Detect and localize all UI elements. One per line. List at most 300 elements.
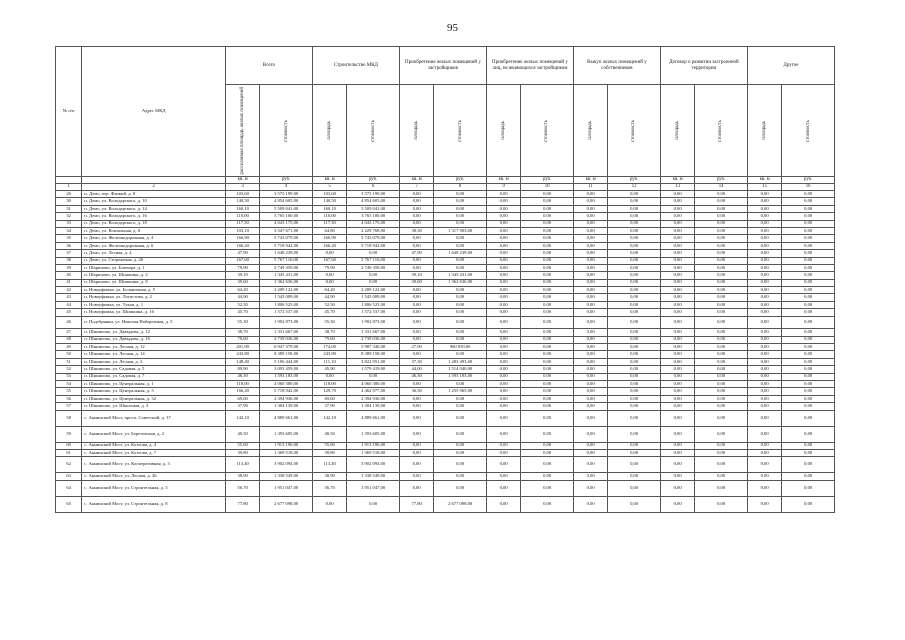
row-value: 4 889 661,00 xyxy=(347,410,400,426)
row-value: 0,00 xyxy=(399,336,433,343)
row-value: 0,00 xyxy=(573,496,607,512)
row-value: 0,00 xyxy=(660,351,694,358)
row-value: 0,00 xyxy=(747,294,781,301)
row-value: 0,00 xyxy=(573,403,607,410)
row-value: 0,00 xyxy=(521,403,574,410)
row-value: 0,00 xyxy=(521,426,574,442)
row-value: 38,90 xyxy=(312,473,346,480)
row-value: 0,00 xyxy=(695,358,748,365)
row-value: 0,00 xyxy=(747,457,781,473)
row-value: 0,00 xyxy=(660,272,694,279)
row-value: 0,00 xyxy=(747,380,781,387)
row-value: 0,00 xyxy=(573,329,607,336)
row-number: 54 xyxy=(56,380,82,387)
row-value: 0,00 xyxy=(782,480,835,496)
row-value: 0,00 xyxy=(521,373,574,380)
row-value: 0,00 xyxy=(747,473,781,480)
units-cell: руб. xyxy=(347,177,400,184)
table-row xyxy=(56,358,835,365)
group-header: Договор о развитии застроенной территории xyxy=(660,47,747,85)
row-value: 160,10 xyxy=(312,205,346,212)
row-value: 0,00 xyxy=(782,344,835,351)
sub-header-cell xyxy=(608,85,661,177)
sub-header-label: площадь xyxy=(500,121,506,140)
row-value: 0,00 xyxy=(312,250,346,257)
row-value: 0,00 xyxy=(660,250,694,257)
row-value: 0,00 xyxy=(486,449,520,456)
row-value: 0,00 xyxy=(782,373,835,380)
row-value: 1 338 549,00 xyxy=(260,473,313,480)
row-value: 39,10 xyxy=(399,272,433,279)
row-value: 1 572 537,00 xyxy=(347,309,400,316)
row-value: 5 743 079,00 xyxy=(260,235,313,242)
row-value: 0,00 xyxy=(573,336,607,343)
row-value: 64,80 xyxy=(312,227,346,234)
row-address: п. Демо, пер. Физкий, д. 8 xyxy=(82,191,226,198)
row-value: 0,00 xyxy=(695,205,748,212)
row-value: 0,00 xyxy=(573,257,607,264)
table-row xyxy=(56,395,835,402)
row-value: 0,00 xyxy=(747,205,781,212)
row-value: 0,00 xyxy=(660,480,694,496)
row-value: 0,00 xyxy=(660,380,694,387)
row-value: 39,60 xyxy=(399,279,433,286)
row-value: 0,00 xyxy=(521,358,574,365)
row-value: 6 947 379,00 xyxy=(260,344,313,351)
row-value: 44,00 xyxy=(399,366,433,373)
row-value: 0,00 xyxy=(312,279,346,286)
row-value: 4 854 605,00 xyxy=(260,198,313,205)
row-value: 0,00 xyxy=(782,198,835,205)
row-value: 113,40 xyxy=(312,457,346,473)
row-value: 0,00 xyxy=(747,449,781,456)
row-value: 0,00 xyxy=(747,309,781,316)
row-number: 49 xyxy=(56,344,82,351)
row-value: 0,00 xyxy=(399,351,433,358)
row-value: 0,00 xyxy=(660,395,694,402)
row-value: 0,00 xyxy=(695,336,748,343)
row-value: 27,90 xyxy=(399,344,433,351)
row-value: 0,00 xyxy=(486,264,520,271)
row-value: 0,00 xyxy=(782,205,835,212)
row-value: 0,00 xyxy=(782,235,835,242)
sub-header-cell xyxy=(347,85,400,177)
row-value: 0,00 xyxy=(521,220,574,227)
row-value: 0,00 xyxy=(399,205,433,212)
row-value: 0,00 xyxy=(695,366,748,373)
row-value: 5 718 942,00 xyxy=(260,242,313,249)
row-value: 0,00 xyxy=(573,250,607,257)
row-value: 4 060 380,00 xyxy=(347,380,400,387)
row-value: 0,00 xyxy=(521,301,574,308)
row-value: 39,80 xyxy=(312,449,346,456)
row-value: 0,00 xyxy=(608,344,661,351)
row-value: 0,00 xyxy=(573,205,607,212)
row-value: 2 749 359,00 xyxy=(260,264,313,271)
row-value: 0,00 xyxy=(573,279,607,286)
row-number: 64 xyxy=(56,480,82,496)
row-value: 1 579 419,00 xyxy=(347,366,400,373)
row-value: 0,00 xyxy=(347,250,400,257)
row-value: 0,00 xyxy=(486,287,520,294)
row-value: 1 304 139,00 xyxy=(347,403,400,410)
units-cell: кв. м xyxy=(660,177,694,184)
row-value: 0,00 xyxy=(521,242,574,249)
sub-header-cell xyxy=(399,85,433,177)
row-value: 3 575 199,00 xyxy=(347,191,400,198)
row-value: 69,60 xyxy=(312,395,346,402)
row-value: 1 951 047,00 xyxy=(347,480,400,496)
sub-header-cell xyxy=(521,85,574,177)
row-value: 0,00 xyxy=(660,373,694,380)
table-row xyxy=(56,473,835,480)
row-value: 0,00 xyxy=(434,449,487,456)
units-cell-empty xyxy=(82,177,226,184)
sub-header-cell xyxy=(260,85,313,177)
row-value: 0,00 xyxy=(782,264,835,271)
row-value: 0,00 xyxy=(521,351,574,358)
row-value: 0,00 xyxy=(747,373,781,380)
row-value: 0,00 xyxy=(521,235,574,242)
row-value: 0,00 xyxy=(486,473,520,480)
row-value: 0,00 xyxy=(608,235,661,242)
row-value: 89,90 xyxy=(225,366,259,373)
row-address: п. Новоуфимка, ул. Больничная, д. 5 xyxy=(82,287,226,294)
row-value: 1 913 196,00 xyxy=(260,442,313,449)
row-value: 0,00 xyxy=(486,242,520,249)
row-value: 0,00 xyxy=(486,496,520,512)
row-value: 0,00 xyxy=(434,395,487,402)
row-value: 0,00 xyxy=(434,264,487,271)
table-row xyxy=(56,220,835,227)
row-value: 0,00 xyxy=(312,373,346,380)
row-value: 0,00 xyxy=(695,235,748,242)
row-value: 0,00 xyxy=(608,358,661,365)
row-value: 0,00 xyxy=(660,220,694,227)
units-cell: кв. м xyxy=(399,177,433,184)
row-value: 79,90 xyxy=(225,264,259,271)
row-value: 0,00 xyxy=(695,220,748,227)
row-value: 167,60 xyxy=(225,257,259,264)
row-value: 0,00 xyxy=(486,380,520,387)
row-address: п. Шарипово, ул. Шишкина, д. 2 xyxy=(82,272,226,279)
row-value: 47,90 xyxy=(399,250,433,257)
row-number: 31 xyxy=(56,205,82,212)
row-value: 0,00 xyxy=(608,279,661,286)
column-number-cell: 2 xyxy=(82,184,226,191)
group-header-row xyxy=(56,47,835,85)
row-value: 103,60 xyxy=(312,191,346,198)
row-value: 52,50 xyxy=(312,301,346,308)
row-number: 35 xyxy=(56,235,82,242)
units-cell: руб. xyxy=(695,177,748,184)
row-number: 59 xyxy=(56,426,82,442)
row-value: 0,00 xyxy=(434,336,487,343)
row-value: 0,00 xyxy=(521,309,574,316)
row-value: 1 902 873,00 xyxy=(260,316,313,329)
row-value: 0,00 xyxy=(399,380,433,387)
row-value: 56,70 xyxy=(225,480,259,496)
row-value: 39,10 xyxy=(225,272,259,279)
row-value: 166,20 xyxy=(225,242,259,249)
row-value: 1 283 493,00 xyxy=(434,358,487,365)
row-value: 0,00 xyxy=(782,250,835,257)
row-value: 0,00 xyxy=(747,198,781,205)
row-value: 0,00 xyxy=(695,426,748,442)
row-value: 0,00 xyxy=(695,449,748,456)
row-value: 0,00 xyxy=(608,227,661,234)
row-value: 0,00 xyxy=(434,191,487,198)
row-value: 3 765 100,00 xyxy=(260,213,313,220)
row-value: 79,60 xyxy=(225,336,259,343)
row-value: 0,00 xyxy=(434,198,487,205)
row-value: 0,00 xyxy=(521,316,574,329)
row-value: 0,00 xyxy=(660,235,694,242)
row-value: 0,00 xyxy=(608,242,661,249)
row-value: 69,60 xyxy=(225,395,259,402)
row-value: 46,30 xyxy=(225,373,259,380)
table-row xyxy=(56,213,835,220)
row-number: 46 xyxy=(56,316,82,329)
row-value: 0,00 xyxy=(608,220,661,227)
group-header: Приобретение жилых помещений у лиц, не являющихся застройщиком xyxy=(486,47,573,85)
row-number: 39 xyxy=(56,264,82,271)
row-value: 0,00 xyxy=(782,316,835,329)
row-value: 117,50 xyxy=(312,220,346,227)
row-value: 0,00 xyxy=(573,358,607,365)
row-value: 38,30 xyxy=(399,227,433,234)
row-value: 56,70 xyxy=(312,480,346,496)
table-row xyxy=(56,403,835,410)
row-value: 0,00 xyxy=(608,388,661,395)
row-value: 0,00 xyxy=(747,403,781,410)
row-value: 0,00 xyxy=(573,366,607,373)
row-value: 0,00 xyxy=(695,388,748,395)
row-value: 0,00 xyxy=(434,351,487,358)
row-value: 103,10 xyxy=(225,227,259,234)
row-value: 0,00 xyxy=(782,220,835,227)
row-value: 0,00 xyxy=(399,242,433,249)
row-value: 0,00 xyxy=(608,457,661,473)
row-value: 2 677 098,00 xyxy=(434,496,487,512)
row-value: 46,30 xyxy=(399,373,433,380)
row-address: п. Демо, ул. Железнодорожная, д. 6 xyxy=(82,242,226,249)
row-value: 1 648 239,00 xyxy=(434,250,487,257)
row-value: 5 767 116,00 xyxy=(347,257,400,264)
row-value: 0,00 xyxy=(434,213,487,220)
row-value: 1 362 636,00 xyxy=(434,279,487,286)
row-value: 0,00 xyxy=(782,329,835,336)
row-value: 0,00 xyxy=(434,329,487,336)
sub-header-cell xyxy=(573,85,607,177)
row-value: 140,50 xyxy=(225,198,259,205)
sub-header-label: площадь xyxy=(327,121,332,140)
row-value: 47,90 xyxy=(225,250,259,257)
row-value: 1 362 636,00 xyxy=(260,279,313,286)
row-value: 1 951 047,00 xyxy=(260,480,313,496)
row-address: с. Аннинский Мост, просп. Советский, д. 37 xyxy=(82,410,226,426)
row-value: 0,00 xyxy=(573,301,607,308)
units-cell: кв. м xyxy=(312,177,346,184)
row-value: 0,00 xyxy=(573,373,607,380)
table-row xyxy=(56,426,835,442)
row-value: 1 913 196,00 xyxy=(347,442,400,449)
row-value: 0,00 xyxy=(608,198,661,205)
row-address: с. Аннинский Мост, ул. Березовская, д. 2 xyxy=(82,426,226,442)
column-number-cell: 3 xyxy=(225,184,259,191)
row-value: 111,10 xyxy=(312,358,346,365)
row-number: 58 xyxy=(56,410,82,426)
row-value: 0,00 xyxy=(521,198,574,205)
units-cell: кв. м xyxy=(486,177,520,184)
table-row xyxy=(56,198,835,205)
row-value: 2 209 122,00 xyxy=(260,287,313,294)
row-value: 0,00 xyxy=(695,294,748,301)
table-row xyxy=(56,301,835,308)
row-value: 0,00 xyxy=(747,442,781,449)
row-value: 1 331 667,00 xyxy=(260,329,313,336)
row-value: 0,00 xyxy=(521,366,574,373)
row-number: 38 xyxy=(56,257,82,264)
row-value: 0,00 xyxy=(486,351,520,358)
row-address: с. Аннинский Мост, ул. Лесная, д. 36 xyxy=(82,473,226,480)
table-row xyxy=(56,227,835,234)
row-value: 0,00 xyxy=(695,242,748,249)
column-number-cell: 11 xyxy=(573,184,607,191)
row-value: 5 987 340,00 xyxy=(347,344,400,351)
units-cell-empty xyxy=(56,177,82,184)
row-value: 0,00 xyxy=(573,227,607,234)
row-value: 0,00 xyxy=(399,191,433,198)
row-value: 0,00 xyxy=(695,457,748,473)
row-address: п. Шарипово, ул. Шишкина, д. 8 xyxy=(82,279,226,286)
sub-header-label: площадь xyxy=(414,121,419,140)
row-value: 0,00 xyxy=(660,205,694,212)
row-value: 0,00 xyxy=(695,227,748,234)
row-value: 0,00 xyxy=(486,426,520,442)
row-value: 0,00 xyxy=(782,388,835,395)
row-value: 0,00 xyxy=(608,395,661,402)
col-address-header: Адрес МКД xyxy=(82,47,226,177)
row-value: 0,00 xyxy=(695,373,748,380)
row-value: 0,00 xyxy=(782,366,835,373)
row-value: 0,00 xyxy=(747,329,781,336)
row-value: 0,00 xyxy=(521,449,574,456)
row-value: 0,00 xyxy=(486,250,520,257)
row-value: 0,00 xyxy=(747,366,781,373)
row-value: 0,00 xyxy=(608,473,661,480)
row-value: 0,00 xyxy=(486,316,520,329)
row-address: п. Демо, ул. Володарского, д. 18 xyxy=(82,220,226,227)
row-value: 0,00 xyxy=(782,395,835,402)
row-value: 1 545 009,00 xyxy=(347,294,400,301)
row-value: 0,00 xyxy=(782,426,835,442)
row-number: 43 xyxy=(56,294,82,301)
row-value: 44,90 xyxy=(312,294,346,301)
units-cell: руб. xyxy=(521,177,574,184)
row-value: 0,00 xyxy=(747,287,781,294)
row-value: 0,00 xyxy=(521,410,574,426)
row-value: 1 304 139,00 xyxy=(260,403,313,410)
row-number: 55 xyxy=(56,388,82,395)
row-value: 0,00 xyxy=(486,198,520,205)
row-value: 3 765 100,00 xyxy=(347,213,400,220)
row-value: 1 806 525,00 xyxy=(347,301,400,308)
row-value: 0,00 xyxy=(695,272,748,279)
sub-header-cell xyxy=(695,85,748,177)
row-value: 0,00 xyxy=(747,395,781,402)
table-row xyxy=(56,235,835,242)
row-value: 44,90 xyxy=(225,294,259,301)
row-value: 148,40 xyxy=(225,358,259,365)
row-value: 0,00 xyxy=(399,235,433,242)
row-value: 38,90 xyxy=(225,473,259,480)
row-address: п. Демо, ул. Володарского, д. 10 xyxy=(82,198,226,205)
row-value: 110,00 xyxy=(312,213,346,220)
row-value: 0,00 xyxy=(747,496,781,512)
row-value: 117,50 xyxy=(225,220,259,227)
page-number: 95 xyxy=(447,22,458,34)
row-address: п. Подебрянки, ул. Николая Набережная, д. 5 xyxy=(82,316,226,329)
row-value: 0,00 xyxy=(573,264,607,271)
table-row xyxy=(56,410,835,426)
group-header: Другое xyxy=(747,47,834,85)
table-row xyxy=(56,250,835,257)
row-value: 0,00 xyxy=(747,242,781,249)
row-value: 79,60 xyxy=(312,336,346,343)
row-value: 0,00 xyxy=(521,294,574,301)
row-address: п. Шарипово, ул. Блюхера, д. 1 xyxy=(82,264,226,271)
row-value: 0,00 xyxy=(660,287,694,294)
sub-header-label: стоимость xyxy=(544,119,550,142)
row-number: 37 xyxy=(56,250,82,257)
row-value: 2 229 768,00 xyxy=(347,227,400,234)
row-value: 0,00 xyxy=(521,279,574,286)
column-number-cell: 4 xyxy=(260,184,313,191)
row-number: 47 xyxy=(56,329,82,336)
row-address: п. Шинипово, ул. Лесная, д. 2 xyxy=(82,358,226,365)
row-value: 55,30 xyxy=(225,316,259,329)
row-value: 1 345 431,00 xyxy=(434,272,487,279)
row-value: 0,00 xyxy=(747,410,781,426)
row-value: 1 648 239,00 xyxy=(260,250,313,257)
row-value: 0,00 xyxy=(399,403,433,410)
row-value: 0,00 xyxy=(486,213,520,220)
row-value: 0,00 xyxy=(399,287,433,294)
row-value: 37,90 xyxy=(225,403,259,410)
row-value: 0,00 xyxy=(573,213,607,220)
sub-header-cell xyxy=(486,85,520,177)
row-value: 0,00 xyxy=(660,242,694,249)
units-cell: кв. м xyxy=(573,177,607,184)
row-value: 0,00 xyxy=(399,457,433,473)
row-value: 4 462 977,00 xyxy=(347,388,400,395)
row-value: 960 039,00 xyxy=(434,344,487,351)
row-value: 0,00 xyxy=(434,309,487,316)
column-number-cell: 8 xyxy=(434,184,487,191)
row-value: 52,50 xyxy=(225,301,259,308)
row-number: 53 xyxy=(56,373,82,380)
row-value: 118,00 xyxy=(225,380,259,387)
row-value: 0,00 xyxy=(521,457,574,473)
row-value: 64,20 xyxy=(225,287,259,294)
row-value: 0,00 xyxy=(608,287,661,294)
row-value: 0,00 xyxy=(695,301,748,308)
row-value: 0,00 xyxy=(695,250,748,257)
sub-header-label: расселяемая площадь жилых помещений xyxy=(240,86,245,175)
column-number-cell: 15 xyxy=(747,184,781,191)
row-value: 0,00 xyxy=(608,442,661,449)
